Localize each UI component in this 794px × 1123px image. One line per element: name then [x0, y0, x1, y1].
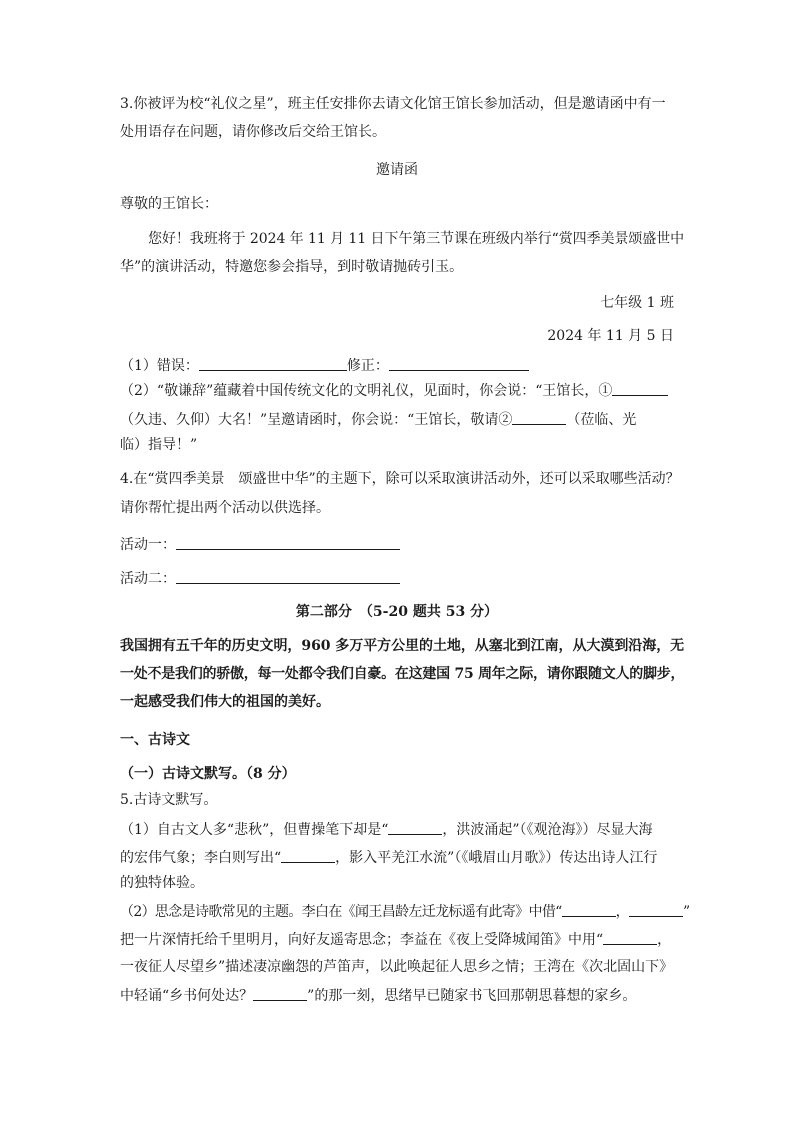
fix-blank[interactable]: [389, 358, 529, 371]
q5-2-blank-3[interactable]: [603, 932, 657, 945]
q5-1-blank-2[interactable]: [281, 850, 335, 863]
activity-2-label: 活动二：: [120, 571, 176, 587]
q5-1-line1: [120, 822, 653, 837]
q5-1-blank-1[interactable]: [388, 822, 442, 835]
q5-1-text-2a: 的宏伟气象；李白则写出“: [120, 850, 282, 866]
q5-1-line3: 的独特体验。: [120, 875, 204, 891]
q5-1-text-1a: （1）自古文人多“悲秋”，但曹操笔下却是“: [120, 822, 389, 838]
section1-subheading: （一）古诗文默写。（8 分）: [120, 766, 296, 782]
q5-1-text-2b: ，影入平羌江水流”（《峨眉山月歌》）传达出诗人江行: [335, 850, 658, 866]
q3-text-line2: 处用语存在问题，请你修改后交给王馆长。: [120, 124, 386, 140]
q4-text-line2: 请你帮忙提出两个活动以供选择。: [120, 500, 330, 516]
q4-text-line1: 4.在“赏四季美景 颂盛世中华”的主题下，除可以采取演讲活动外，还可以采取哪些活动？: [120, 471, 680, 487]
q3-sub2-line3: 临）指导！”: [120, 437, 198, 453]
activity-1-label: 活动一：: [120, 537, 176, 553]
invitation-body-line1: 您好！我班将于 2024 年 11 月 11 日下午第三节课在班级内举行“赏四季美景颂盛世中: [148, 231, 685, 247]
q5-2-line2: [120, 932, 671, 947]
invitation-salutation: 尊敬的王馆长：: [120, 196, 218, 212]
activity-1-blank[interactable]: [176, 537, 400, 550]
activity-1: [120, 537, 400, 552]
blank-1[interactable]: [612, 383, 668, 396]
fix-label: 修正：: [346, 358, 389, 374]
q3-sub2-line2: [120, 412, 636, 427]
blank-2[interactable]: [512, 412, 566, 425]
sub2-text-1: （2）“敬谦辞”蕴藏着中国传统文化的文明礼仪，见面时，你会说：“王馆长，①: [120, 383, 613, 399]
section1-heading: 一、古诗文: [120, 732, 190, 748]
invitation-title: 邀请函: [376, 162, 418, 178]
q3-text-line1: 3.你被评为校“礼仪之星”，班主任安排你去请文化馆王馆长参加活动，但是邀请函中有一: [120, 96, 666, 112]
q5-2-text-2b: ，: [657, 932, 672, 948]
activity-2-blank[interactable]: [176, 571, 400, 584]
q5-2-line3: 一夜征人尽望乡”描述凄凉幽怨的芦笛声，以此唤起征人思乡之情；王湾在《次北固山下》: [120, 959, 674, 975]
q5-2-line4: [120, 988, 636, 1003]
sub2-text-2b: （莅临、光: [566, 412, 637, 428]
q5-2-text-1c: ”: [683, 904, 690, 920]
part2-intro-line3: 一起感受我们伟大的祖国的美好。: [120, 694, 330, 710]
invitation-date: 2024 年 11 月 5 日: [547, 328, 674, 344]
part2-heading: 第二部分 （5-20 题共 53 分）: [295, 604, 499, 620]
q5-2-text-4a: 中轻诵“乡书何处达？: [120, 988, 254, 1004]
part2-intro-line2: 一处不是我们的骄傲，每一处都令我们自豪。在这建国 75 周年之际，请你跟随文人的脚步，: [120, 666, 685, 682]
q5-2-text-1a: （2）思念是诗歌常见的主题。李白在《闻王昌龄左迁龙标遥有此寄》中借“: [120, 904, 562, 920]
q5-1-line2: [120, 850, 657, 865]
invitation-body-line2: 华”的演讲活动，特邀您参会指导，到时敬请抛砖引玉。: [120, 259, 464, 275]
q3-sub2-line1: [120, 383, 668, 398]
invitation-signer: 七年级 1 班: [600, 295, 674, 311]
sub2-text-2a: （久违、久仰）大名！”呈邀请函时，你会说：“王馆长，敬请②: [120, 412, 513, 428]
activity-2: [120, 571, 400, 586]
q3-sub1: [120, 358, 529, 373]
q5-2-text-2a: 把一片深情托给千里明月，向好友遥寄思念；李益在《夜上受降城闻笛》中用“: [120, 932, 604, 948]
q5-2-text-1b: ，: [615, 904, 629, 920]
q5-heading: 5.古诗文默写。: [120, 792, 218, 808]
q5-2-blank-1[interactable]: [562, 904, 616, 917]
q5-2-text-4b: ”的那一刻，思绪早已随家书飞回那朝思暮想的家乡。: [307, 988, 637, 1004]
q5-1-text-1b: ，洪波涌起”（《观沧海》）尽显大海: [442, 822, 653, 838]
part2-intro-line1: 我国拥有五千年的历史文明，960 多万平方公里的土地，从塞北到江南，从大漠到沿海，无: [120, 638, 685, 654]
q5-2-line1: [120, 904, 690, 919]
q5-2-blank-2[interactable]: [629, 904, 683, 917]
error-blank[interactable]: [199, 358, 347, 371]
error-label: （1）错误：: [120, 358, 199, 374]
q5-2-blank-4[interactable]: [253, 988, 307, 1001]
